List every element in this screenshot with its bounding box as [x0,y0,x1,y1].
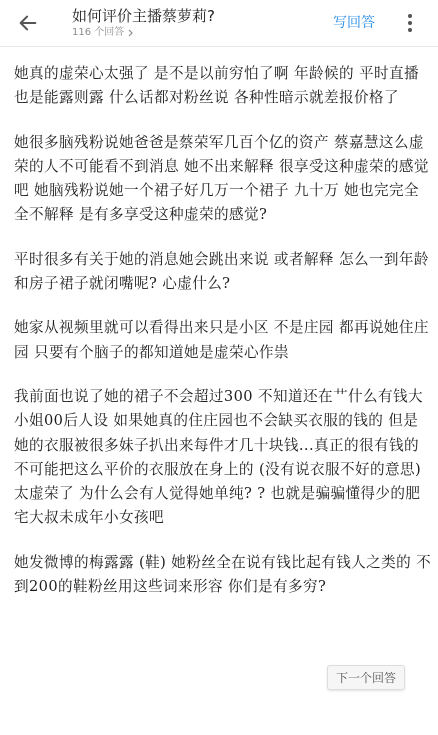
answer-paragraph: 我前面也说了她的裙子不会超过300 不知道还在艹什么有钱大小姐00后人设 如果她真的住庄园也不会缺买衣服的钱的 但是她的衣服被很多妹子扒出来每件才几十块钱...真正的很有钱的不可能把这么平价的衣服放在身上的 (没有说衣服不好的意思) 太虚荣了 为什么会有人觉得她单纯? ? 也就是骗骗懂得少的肥宅大叔未成年小女孩吧 [14,387,423,527]
answer-paragraph: 她真的虚荣心太强了 是不是以前穷怕了啊 年龄候的 平时直播也是能露则露 什么话都对粉丝说 各种性暗示就差报价格了 [14,65,419,107]
answer-count-link[interactable] [72,26,292,40]
question-title[interactable]: 如何评价主播蔡萝莉? [72,7,215,25]
more-options-button[interactable] [398,10,422,36]
answer-count: 116 个回答 [72,27,125,38]
more-vertical-icon [408,14,412,32]
chevron-right-icon [127,29,135,37]
next-answer-button[interactable]: 下一个回答 [327,665,405,690]
question-header [72,6,292,40]
answer-paragraph: 平时很多有关于她的消息她会跳出来说 或者解释 怎么一到年龄和房子裙子就闭嘴呢? 心虚什么? [14,250,429,293]
top-app-bar [0,0,438,47]
answer-body [14,62,432,619]
arrow-left-icon [17,12,39,34]
write-answer-button[interactable]: 写回答 [333,15,375,31]
answer-paragraph: 她家从视频里就可以看得出来只是小区 不是庄园 都再说她住庄园 只要有个脑子的都知道她是虚荣心作祟 [14,319,429,361]
answer-paragraph: 她很多脑残粉说她爸爸是蔡荣军几百个亿的资产 蔡嘉慧这么虚荣的人不可能看不到消息 她不出来解释 很享受这种虚荣的感觉吧 她脑残粉说她一个裙子好几万一个裙子 九十万 她也完完全全不解释 是有多享受这种虚荣的感觉? [14,133,429,224]
back-button[interactable] [12,7,44,39]
answer-paragraph: 她发微博的梅露露 (鞋) 她粉丝全在说有钱比起有钱人之类的 不到200的鞋粉丝用这些词来形容 你们是有多穷? [14,553,432,596]
